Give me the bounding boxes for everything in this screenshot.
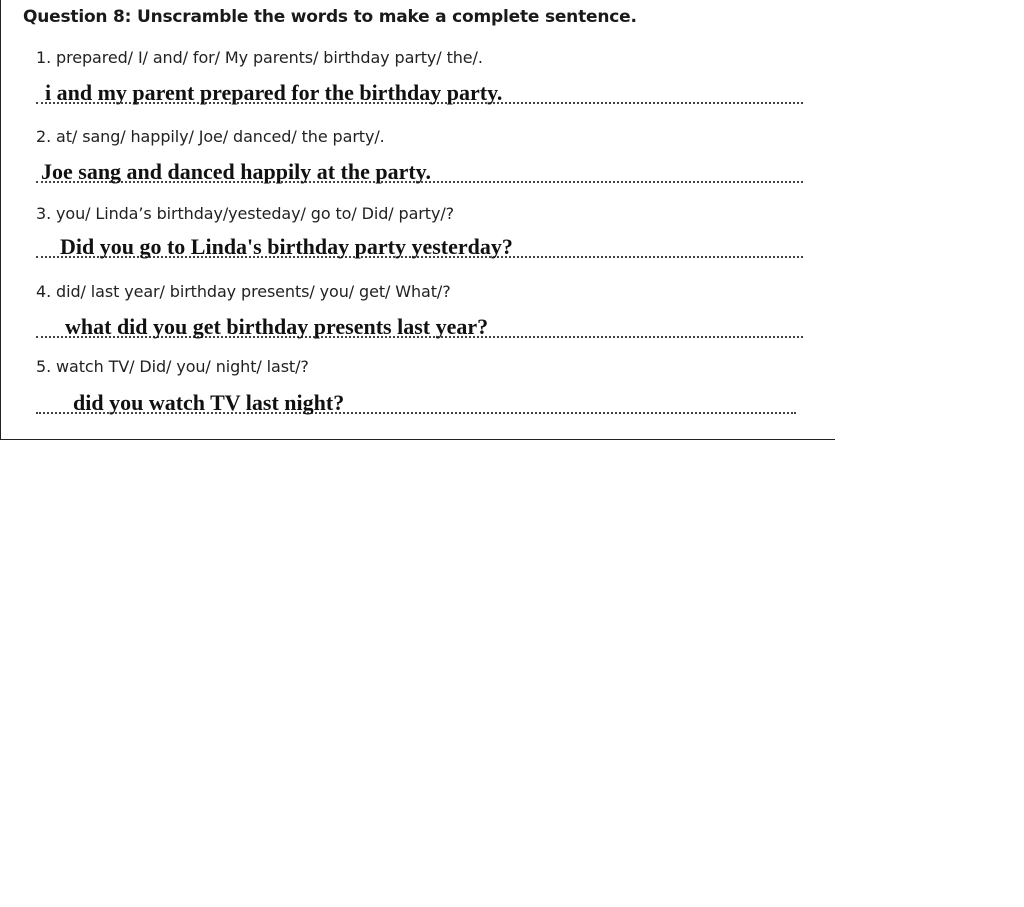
answer-line-2[interactable] [36,159,803,183]
question-title: Question 8: Unscramble the words to make a complete sentence. [23,7,637,27]
answer-line-4[interactable] [36,314,803,338]
answer-3: Did you go to Linda's birthday party yesterday? [60,234,513,259]
prompt-5: 5. watch TV/ Did/ you/ night/ last/? [36,357,309,376]
prompt-2: 2. at/ sang/ happily/ Joe/ danced/ the party/. [36,127,385,146]
answer-line-3[interactable] [36,234,803,258]
answer-5: did you watch TV last night? [73,390,345,415]
answer-1: i and my parent prepared for the birthday party. [45,80,503,105]
answer-line-5[interactable] [36,390,796,414]
prompt-1: 1. prepared/ I/ and/ for/ My parents/ birthday party/ the/. [36,48,483,67]
worksheet [0,0,835,440]
answer-4: what did you get birthday presents last year? [65,314,489,339]
prompt-3: 3. you/ Linda’s birthday/yesteday/ go to/ Did/ party/? [36,204,455,223]
answer-2: Joe sang and danced happily at the party. [41,159,431,184]
answer-line-1[interactable] [36,80,803,104]
prompt-4: 4. did/ last year/ birthday presents/ you/ get/ What/? [36,282,451,301]
